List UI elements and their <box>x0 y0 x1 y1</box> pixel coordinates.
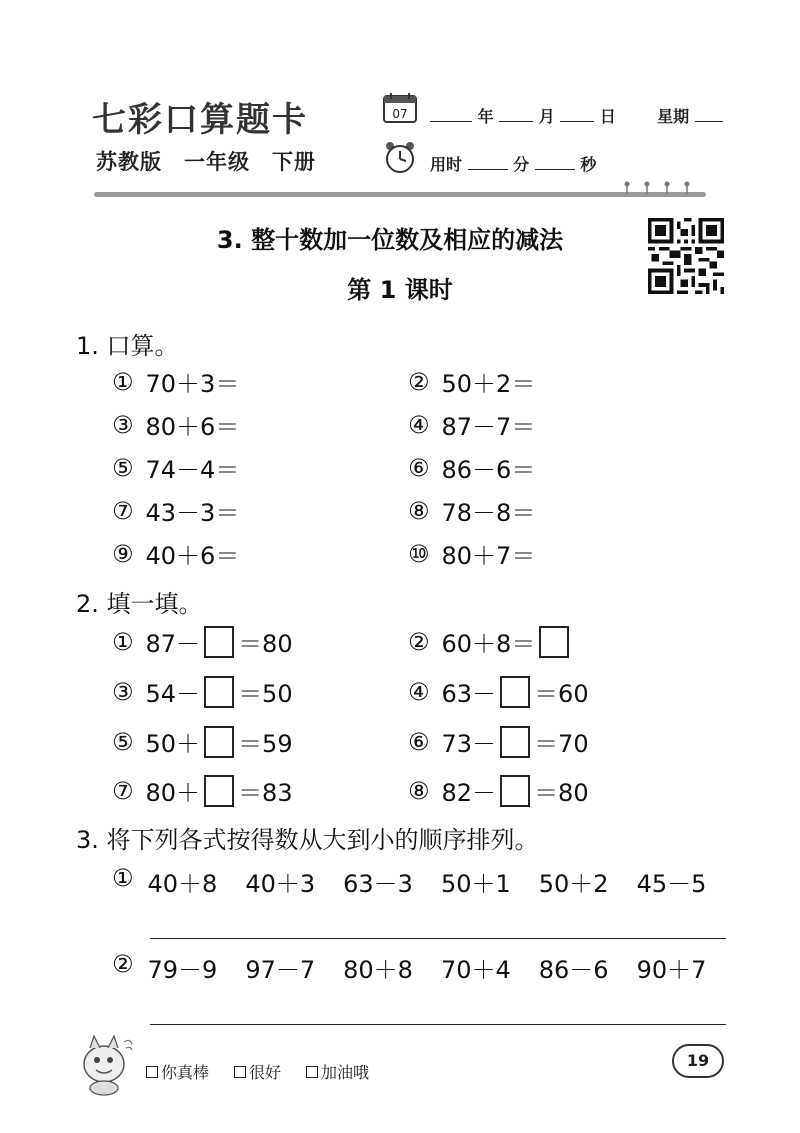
item-number: ④ <box>408 677 430 706</box>
expr-before: 50＋ <box>145 730 201 758</box>
oral-item <box>112 407 239 442</box>
seconds-blank[interactable] <box>535 155 575 170</box>
oral-item <box>408 364 535 399</box>
item-number: ③ <box>112 410 134 439</box>
oral-item <box>408 450 535 485</box>
expr-before: 54－ <box>145 680 201 708</box>
fill-item <box>408 624 573 659</box>
item-number: ① <box>112 367 134 396</box>
order-expression: 50＋2 <box>538 870 609 898</box>
order-expression: 45－5 <box>636 870 707 898</box>
minutes-label: 分 <box>513 155 530 174</box>
expr-before: 82－ <box>441 779 497 807</box>
item-expression: 78－8＝ <box>441 499 536 527</box>
item-expression: 74－4＝ <box>145 456 240 484</box>
rating-option[interactable] <box>146 1060 209 1083</box>
order-row <box>112 950 706 985</box>
day-label: 日 <box>599 107 616 126</box>
item-number: ② <box>408 367 430 396</box>
item-expression: 40＋6＝ <box>145 542 240 570</box>
order-expression: 90＋7 <box>636 956 707 984</box>
brand-title: 七彩口算题卡 <box>92 100 308 140</box>
mascot-icon <box>74 1028 136 1098</box>
item-number: ⑥ <box>408 453 430 482</box>
answer-box[interactable] <box>539 626 569 658</box>
minutes-blank[interactable] <box>468 155 508 170</box>
rating-checkbox[interactable] <box>234 1066 246 1078</box>
order-expression: 86－6 <box>538 956 609 984</box>
item-expression: 86－6＝ <box>441 456 536 484</box>
item-number: ⑦ <box>112 776 134 805</box>
answer-box[interactable] <box>204 626 234 658</box>
item-number: ⑤ <box>112 453 134 482</box>
fill-item <box>112 674 293 709</box>
expr-before: 80＋ <box>145 779 201 807</box>
lesson-title-text: 3. 整十数加一位数及相应的减法 <box>216 226 564 254</box>
qr-code[interactable] <box>648 218 724 294</box>
expr-after: ＝50 <box>238 680 293 708</box>
answer-box[interactable] <box>500 775 530 807</box>
expr-after: ＝70 <box>534 730 589 758</box>
item-expression: 43－3＝ <box>145 499 240 527</box>
oral-item <box>112 493 239 528</box>
order-expression: 80＋8 <box>343 956 413 984</box>
page-number: 19 <box>672 1044 724 1078</box>
seconds-label: 秒 <box>580 155 597 174</box>
fill-item <box>408 674 589 709</box>
answer-box[interactable] <box>500 726 530 758</box>
month-blank[interactable] <box>499 107 533 122</box>
weekday-label: 星期 <box>657 107 690 126</box>
section-3-heading: 3. 将下列各式按得数从大到小的顺序排列。 <box>76 826 539 854</box>
row-number: ② <box>112 950 134 978</box>
answer-line[interactable] <box>150 1024 726 1025</box>
item-expression: 80＋7＝ <box>441 542 536 570</box>
item-number: ② <box>408 627 430 656</box>
item-number: ⑥ <box>408 727 430 756</box>
item-number: ③ <box>112 677 134 706</box>
item-expression: 50＋2＝ <box>441 370 536 398</box>
rating-option[interactable] <box>306 1060 369 1083</box>
date-fields <box>430 104 723 127</box>
order-expression: 40＋8 <box>147 870 218 898</box>
item-number: ⑤ <box>112 727 134 756</box>
year-blank[interactable] <box>430 107 472 122</box>
answer-box[interactable] <box>204 775 234 807</box>
expr-before: 87－ <box>145 630 201 658</box>
month-label: 月 <box>538 107 555 126</box>
rating-label: 加油哦 <box>321 1063 370 1082</box>
clock-icon <box>382 140 418 174</box>
order-expression: 63－3 <box>343 870 413 898</box>
expr-after: ＝60 <box>534 680 589 708</box>
oral-item <box>112 536 239 571</box>
answer-box[interactable] <box>204 726 234 758</box>
item-number: ⑩ <box>408 539 430 568</box>
rating-label: 很好 <box>249 1063 282 1082</box>
item-number: ⑧ <box>408 496 430 525</box>
expr-before: 60＋8＝ <box>441 630 536 658</box>
order-expression: 40＋3 <box>245 870 316 898</box>
expr-before: 63－ <box>441 680 497 708</box>
fill-item <box>408 773 589 808</box>
fill-item <box>112 724 293 759</box>
calendar-day: 07 <box>392 107 408 121</box>
expr-after: ＝83 <box>238 779 293 807</box>
calendar-icon <box>382 92 418 124</box>
expr-after: ＝59 <box>238 730 293 758</box>
time-used-label: 用时 <box>430 155 463 174</box>
year-label: 年 <box>477 107 494 126</box>
expr-after: ＝80 <box>534 779 589 807</box>
rating-checkbox[interactable] <box>146 1066 158 1078</box>
item-number: ① <box>112 627 134 656</box>
weekday-blank[interactable] <box>695 107 723 122</box>
order-expression: 70＋4 <box>440 956 511 984</box>
day-blank[interactable] <box>560 107 594 122</box>
oral-item <box>408 536 535 571</box>
order-expression: 97－7 <box>245 956 316 984</box>
expr-before: 73－ <box>441 730 497 758</box>
order-expression: 79－9 <box>147 956 218 984</box>
oral-item <box>408 407 535 442</box>
time-fields <box>430 152 596 175</box>
rating-checkbox[interactable] <box>306 1066 318 1078</box>
oral-item <box>408 493 535 528</box>
answer-box[interactable] <box>204 676 234 708</box>
fill-item <box>112 624 293 659</box>
fill-item <box>112 773 293 808</box>
item-number: ④ <box>408 410 430 439</box>
order-expression: 50＋1 <box>440 870 511 898</box>
answer-box[interactable] <box>500 676 530 708</box>
rating-option[interactable] <box>234 1060 281 1083</box>
item-expression: 87－7＝ <box>441 413 536 441</box>
answer-line[interactable] <box>150 938 726 939</box>
row-number: ① <box>112 864 134 892</box>
oral-item <box>112 450 239 485</box>
item-number: ⑧ <box>408 776 430 805</box>
expr-after: ＝80 <box>238 630 293 658</box>
section-1-heading: 1. 口算。 <box>76 332 179 360</box>
divider-ornament <box>615 180 695 194</box>
section-2-heading: 2. 填一填。 <box>76 590 203 618</box>
item-number: ⑨ <box>112 539 134 568</box>
item-number: ⑦ <box>112 496 134 525</box>
oral-item <box>112 364 239 399</box>
item-expression: 80＋6＝ <box>145 413 240 441</box>
fill-item <box>408 724 589 759</box>
edition-label: 苏教版 一年级 下册 <box>96 150 316 174</box>
order-row <box>112 864 706 899</box>
lesson-subtitle: 第 1 课时 <box>347 276 453 304</box>
rating-label: 你真棒 <box>161 1063 210 1082</box>
item-expression: 70＋3＝ <box>145 370 240 398</box>
